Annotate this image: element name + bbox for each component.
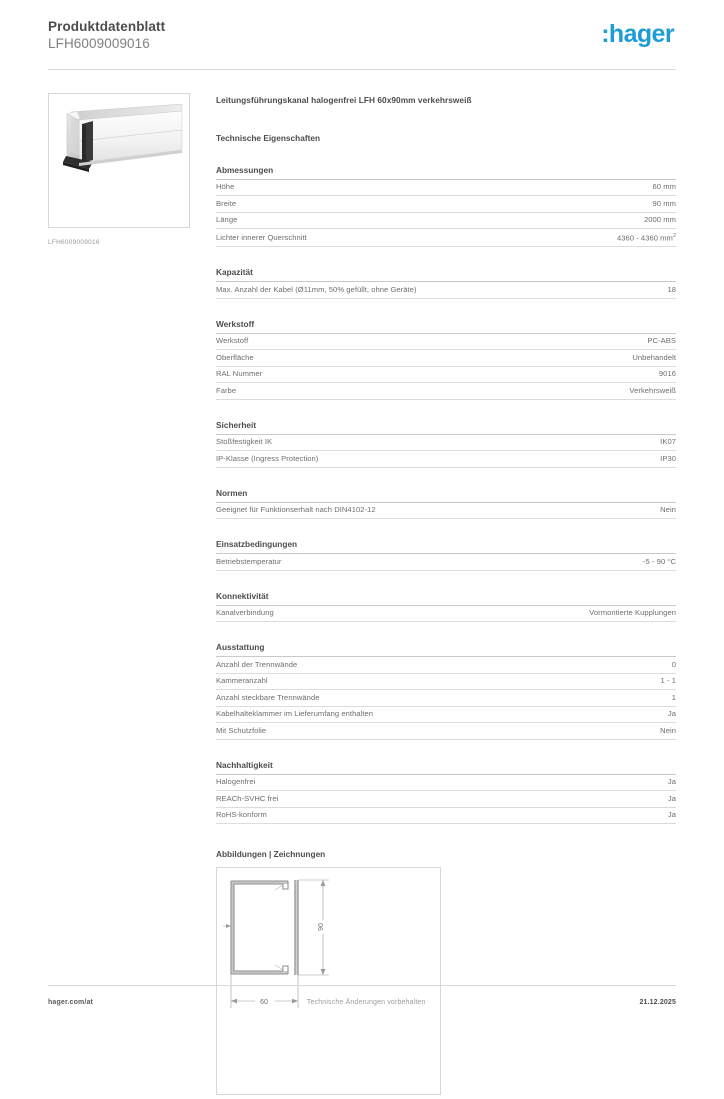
page-footer xyxy=(48,985,676,1006)
spec-label: Farbe xyxy=(216,385,237,395)
product-photo xyxy=(49,94,189,227)
spec-label: Max. Anzahl der Kabel (Ø11mm, 50% gefüllt, ohne Geräte) xyxy=(216,284,417,294)
technical-properties-heading: Technische Eigenschaften xyxy=(216,132,321,143)
cross-section-drawing xyxy=(217,868,440,1094)
spec-row xyxy=(216,690,676,707)
spec-group-title: Ausstattung xyxy=(216,642,676,657)
spec-label: Anzahl der Trennwände xyxy=(216,659,298,669)
spec-row xyxy=(216,282,676,299)
spec-label: Anzahl steckbare Trennwände xyxy=(216,692,320,702)
spec-label: Oberfläche xyxy=(216,352,254,362)
product-reference-subtitle: LFH6009009016 xyxy=(48,35,150,51)
spec-value: 18 xyxy=(667,284,676,294)
spec-row xyxy=(216,707,676,724)
spec-label: Betriebstemperatur xyxy=(216,556,282,566)
spec-row xyxy=(216,606,676,623)
spec-value: PC-ABS xyxy=(647,336,676,346)
spec-value: Unbehandelt xyxy=(632,352,676,362)
spec-group xyxy=(216,591,676,623)
spec-value-superscript: 2 xyxy=(672,232,676,239)
spec-group-title: Abmessungen xyxy=(216,165,676,180)
page-content xyxy=(48,93,676,1096)
spec-label: Breite xyxy=(216,198,237,208)
page-header xyxy=(48,0,676,52)
spec-row xyxy=(216,503,676,520)
spec-value: 0 xyxy=(671,659,676,669)
drawings-heading: Abbildungen | Zeichnungen xyxy=(216,849,326,860)
spec-label: Länge xyxy=(216,215,238,225)
spec-label: Werkstoff xyxy=(216,336,249,346)
spec-row xyxy=(216,229,676,247)
spec-value: IP30 xyxy=(660,453,676,463)
spec-group-title: Einsatzbedingungen xyxy=(216,539,676,554)
spec-label: Kanalverbindung xyxy=(216,608,274,618)
spec-row xyxy=(216,723,676,740)
spec-value: 2000 mm xyxy=(643,215,676,225)
footer-date: 21.12.2025 xyxy=(639,999,676,1006)
header-divider xyxy=(48,69,676,70)
spec-row xyxy=(216,196,676,213)
spec-group-title: Normen xyxy=(216,488,676,503)
spec-value: Ja xyxy=(667,777,676,787)
spec-group xyxy=(216,420,676,468)
spec-label: IP-Klasse (Ingress Protection) xyxy=(216,453,319,463)
spec-row xyxy=(216,808,676,825)
spec-label: Kabelhalteklammer im Lieferumfang enthalten xyxy=(216,709,374,719)
product-image-caption: LFH6009009016 xyxy=(48,238,100,246)
spec-label: Halogenfrei xyxy=(216,777,256,787)
spec-value: 1 - 1 xyxy=(660,676,676,686)
spec-row xyxy=(216,674,676,691)
spec-row xyxy=(216,383,676,400)
spec-value: 60 mm xyxy=(652,182,676,192)
spec-value: Nein xyxy=(660,505,676,515)
spec-value: Ja xyxy=(667,793,676,803)
spec-group xyxy=(216,539,676,571)
spec-value: IK07 xyxy=(660,437,676,447)
product-name: Leitungsführungskanal halogenfrei LFH 60x90mm verkehrsweiß xyxy=(216,94,472,105)
spec-row xyxy=(216,775,676,792)
spec-value: -5 - 90 °C xyxy=(642,556,676,566)
spec-row xyxy=(216,213,676,230)
spec-value: Nein xyxy=(660,725,676,735)
spec-label: REACh-SVHC frei xyxy=(216,793,279,803)
drawing-width-dimension-label: 60 xyxy=(260,999,268,1007)
header-titles xyxy=(48,19,165,52)
spec-group xyxy=(216,267,676,299)
spec-value-text: 4360 - 4360 mm xyxy=(616,233,673,243)
spec-value: Ja xyxy=(667,810,676,820)
spec-row xyxy=(216,791,676,808)
drawing-height-dimension-label: 90 xyxy=(318,923,325,932)
spec-group xyxy=(216,488,676,520)
spec-group-title: Nachhaltigkeit xyxy=(216,760,676,775)
spec-value: Ja xyxy=(667,709,676,719)
spec-label: RoHS-konform xyxy=(216,810,267,820)
spec-row xyxy=(216,554,676,571)
footer-divider xyxy=(48,985,676,986)
spec-row xyxy=(216,435,676,452)
spec-group-title: Sicherheit xyxy=(216,420,676,435)
spec-label: RAL Nummer xyxy=(216,369,263,379)
spec-label: Geeignet für Funktionserhalt nach DIN4102-12 xyxy=(216,505,376,515)
spec-group xyxy=(216,165,676,248)
spec-value: 9016 xyxy=(658,369,676,379)
spec-label: Höhe xyxy=(216,182,235,192)
footer-row xyxy=(48,999,676,1006)
page-title: Produktdatenblatt xyxy=(48,19,166,34)
spec-value xyxy=(617,233,676,243)
spec-value: 90 mm xyxy=(652,198,676,208)
spec-row xyxy=(216,350,676,367)
spec-label: Kammeranzahl xyxy=(216,676,268,686)
spec-group-title: Kapazität xyxy=(216,267,676,282)
spec-value: Vormontierte Kupplungen xyxy=(589,608,676,618)
product-image-column xyxy=(48,93,190,1096)
spec-value: 1 xyxy=(671,692,676,702)
specifications-column xyxy=(216,93,676,1096)
spec-value: Verkehrsweiß xyxy=(629,385,676,395)
specification-groups xyxy=(216,165,676,825)
spec-group-title: Werkstoff xyxy=(216,319,676,334)
product-image-frame xyxy=(48,93,190,228)
spec-label: Stoßfestigkeit IK xyxy=(216,437,273,447)
spec-row xyxy=(216,180,676,197)
footer-disclaimer: Technische Änderungen vorbehalten xyxy=(306,999,426,1006)
spec-row xyxy=(216,334,676,351)
spec-group xyxy=(216,319,676,400)
spec-group xyxy=(216,642,676,740)
spec-group-title: Konnektivität xyxy=(216,591,676,606)
spec-group xyxy=(216,760,676,825)
footer-website-link[interactable]: hager.com/at xyxy=(48,999,93,1006)
spec-label: Lichter innerer Querschnitt xyxy=(216,233,307,243)
hager-logo: :hager xyxy=(601,20,674,48)
spec-label: Mit Schutzfolie xyxy=(216,725,267,735)
spec-row xyxy=(216,657,676,674)
spec-row xyxy=(216,367,676,384)
spec-row xyxy=(216,451,676,468)
technical-drawing-frame xyxy=(216,867,441,1095)
